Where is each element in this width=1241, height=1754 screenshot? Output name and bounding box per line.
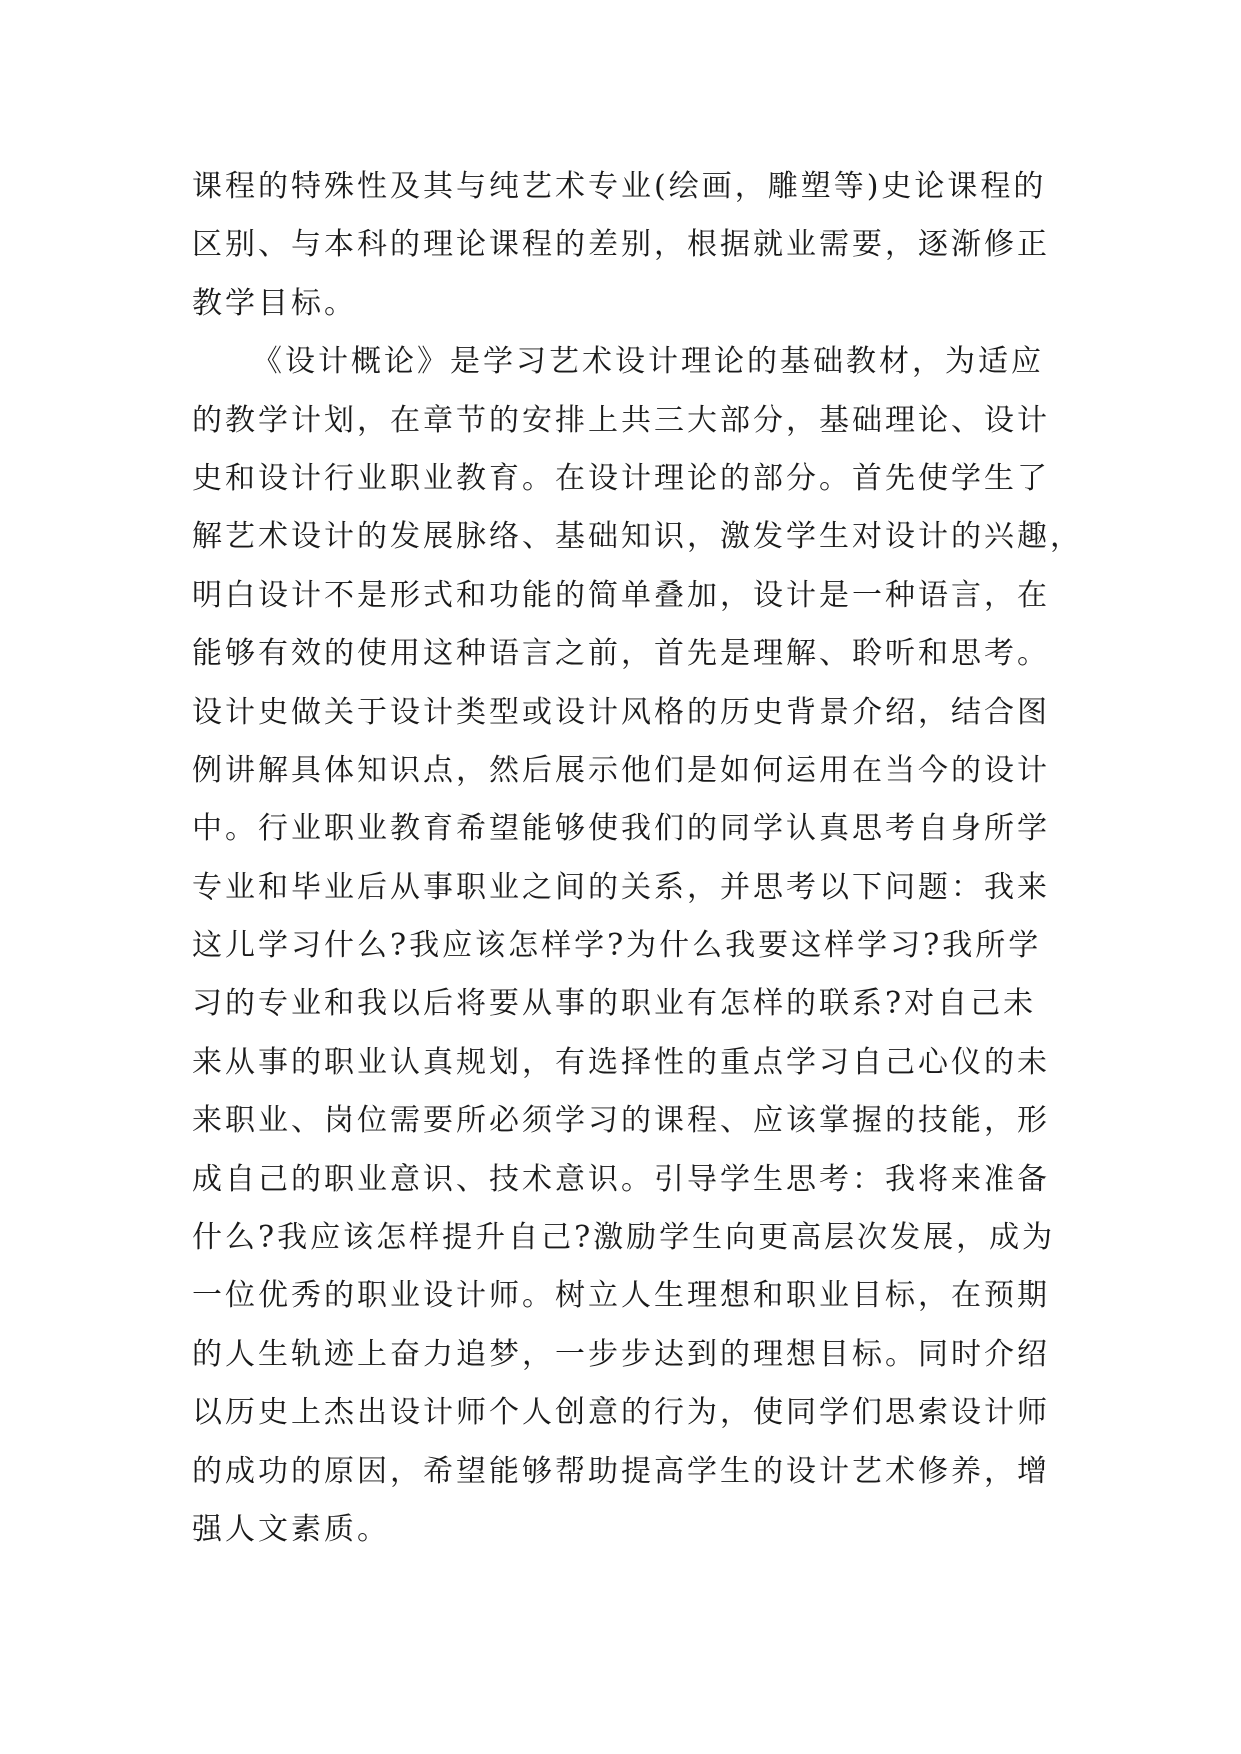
text-line: 能够有效的使用这种语言之前，首先是理解、聆听和思考。 <box>192 636 1050 672</box>
text-line: 专业和毕业后从事职业之间的关系，并思考以下问题：我来 <box>192 869 1050 905</box>
text-line: 成自己的职业意识、技术意识。引导学生思考：我将来准备 <box>192 1161 1050 1197</box>
text-line: 史和设计行业职业教育。在设计理论的部分。首先使学生了 <box>192 460 1050 496</box>
text-line: 的人生轨迹上奋力追梦，一步步达到的理想目标。同时介绍 <box>192 1336 1050 1372</box>
paragraph-2 <box>192 333 1083 1559</box>
text-line: 这儿学习什么?我应该怎样学?为什么我要这样学习?我所学 <box>192 928 1042 964</box>
text-line: 一位优秀的职业设计师。树立人生理想和职业目标，在预期 <box>192 1278 1050 1314</box>
text-line: 来职业、岗位需要所必须学习的课程、应该掌握的技能，形 <box>192 1103 1050 1139</box>
text-line: 明白设计不是形式和功能的简单叠加，设计是一种语言，在 <box>192 577 1050 613</box>
text-line: 什么?我应该怎样提升自己?激励学生向更高层次发展，成为 <box>192 1220 1056 1256</box>
text-line: 解艺术设计的发展脉络、基础知识，激发学生对设计的兴趣， <box>192 519 1083 555</box>
text-line: 的教学计划，在章节的安排上共三大部分，基础理论、设计 <box>192 402 1050 438</box>
text-line: 教学目标。 <box>192 285 357 321</box>
text-line: 以历史上杰出设计师个人创意的行为，使同学们思索设计师 <box>192 1395 1050 1431</box>
text-line: 的成功的原因，希望能够帮助提高学生的设计艺术修养，增 <box>192 1453 1050 1489</box>
text-line: 设计史做关于设计类型或设计风格的历史背景介绍，结合图 <box>192 694 1050 730</box>
text-line: 例讲解具体知识点，然后展示他们是如何运用在当今的设计 <box>192 752 1050 788</box>
text-line: 区别、与本科的理论课程的差别，根据就业需要，逐渐修正 <box>192 227 1050 263</box>
text-line: 课程的特殊性及其与纯艺术专业(绘画，雕塑等)史论课程的 <box>192 169 1047 204</box>
text-line: 中。行业职业教育希望能够使我们的同学认真思考自身所学 <box>192 811 1050 847</box>
text-line: 习的专业和我以后将要从事的职业有怎样的联系?对自己未 <box>192 986 1037 1022</box>
document-body <box>192 158 1083 1559</box>
text-line: 来从事的职业认真规划，有选择性的重点学习自己心仪的未 <box>192 1044 1050 1080</box>
paragraph-1 <box>192 158 1072 333</box>
text-line: 强人文素质。 <box>192 1511 390 1547</box>
text-line: 《设计概论》是学习艺术设计理论的基础教材，为适应 <box>252 344 1044 380</box>
